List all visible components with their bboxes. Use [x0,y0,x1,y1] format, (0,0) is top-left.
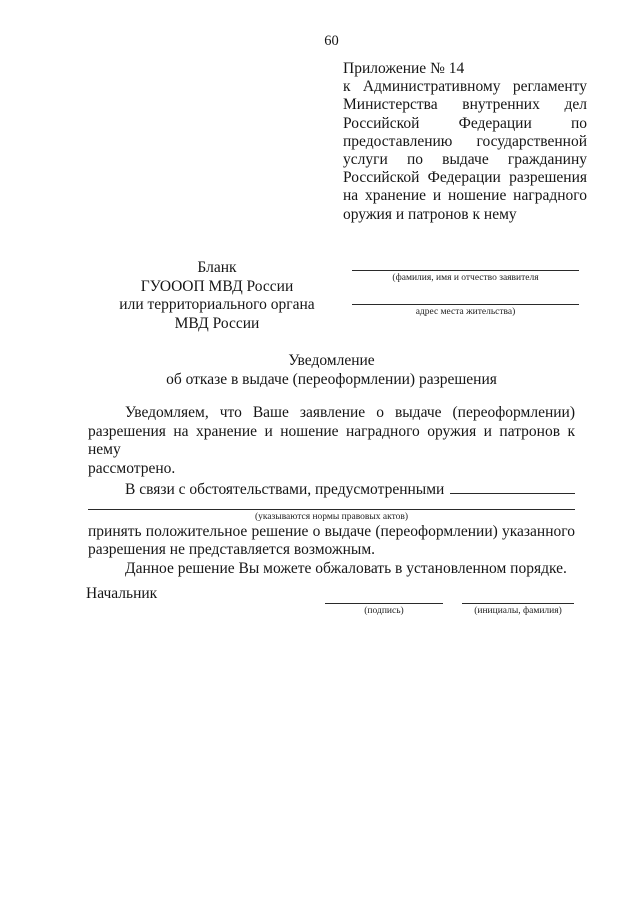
notice-title-line2: об отказе в выдаче (переоформлении) разрешения [166,371,497,388]
applicant-address-caption: адрес места жительства) [415,307,516,317]
applicant-name-field [352,255,579,283]
appendix-line: услуги по выдаче гражданину [343,151,587,169]
body-paragraph3-line1: принять положительное решение о выдаче (переоформлении) указанного [88,522,575,540]
notice-body [88,404,575,579]
notice-title-line1: Уведомление [288,352,375,369]
norms-blank-line-start [450,479,575,494]
signature-caption: (подпись) [364,606,404,616]
applicant-address-field [352,283,579,317]
page-number: 60 [324,33,339,49]
initials-field [462,588,574,616]
letterhead-line: ГУОООП МВД России [140,277,294,295]
body-paragraph1-line1: Уведомляем, что Ваше заявление о выдаче (переоформлении) [125,404,575,421]
signature-field [325,588,443,616]
applicant-name-blank-line [352,255,579,271]
appendix-line: на хранение и ношение наградного [343,187,587,205]
appendix-line: Приложение № 14 [343,60,465,77]
appendix-line: Министерства внутренних дел [343,96,587,114]
notice-title-block [88,351,575,389]
signature-blank-line [325,588,443,604]
applicant-name-caption: (фамилия, имя и отчество заявителя [392,273,539,283]
letterhead-block [86,259,348,333]
body-paragraph4: Данное решение Вы можете обжаловать в установленном порядке. [125,559,567,577]
initials-blank-line [462,588,574,604]
norms-blank-line [88,500,575,510]
letterhead-line: или территориального органа [119,296,315,314]
appendix-line: предоставлению государственной [343,132,587,150]
norms-caption: (указываются нормы правовых актов) [254,511,409,522]
body-paragraph3-line2: разрешения не представляется возможным. [88,541,376,559]
body-paragraph2-line [88,479,575,500]
initials-caption: (инициалы, фамилия) [474,606,562,616]
body-paragraph1-line2: разрешения на хранение и ношение наградного оружия и патронов к нему [88,422,575,459]
appendix-line: оружия и патронов к нему [343,205,517,223]
body-paragraph1-line3: рассмотрено. [88,460,176,478]
letterhead-line: Бланк [197,259,237,276]
appendix-line: Российской Федерации по [343,114,587,132]
chief-label: Начальник [86,585,158,602]
appendix-header-block [343,60,587,224]
applicant-address-blank-line [352,283,579,305]
appendix-line: Российской Федерации разрешения [343,169,587,187]
body-paragraph2-text: В связи с обстоятельствами, предусмотренными [125,480,445,498]
appendix-line: к Административному регламенту [343,78,587,96]
applicant-fields-block [352,255,579,317]
letterhead-line: МВД России [174,314,260,332]
